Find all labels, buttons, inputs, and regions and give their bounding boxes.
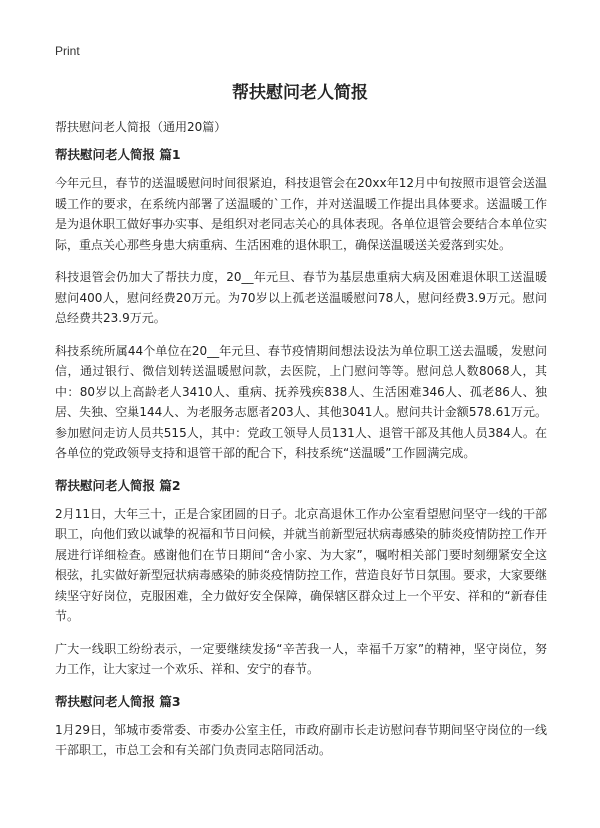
section-heading: 帮扶慰问老人简报 篇3 <box>55 693 181 709</box>
article-body <box>55 117 547 773</box>
paragraph: 科技退管会仍加大了帮扶力度，20__年元旦、春节为基层患重病大病及困难退休职工送温暖慰问400人，慰问经费20万元。为70岁以上孤老送温暖慰问78人，慰问经费3.9万元。慰问总经费共23.9万元。 <box>55 270 547 325</box>
section-2 <box>55 476 547 680</box>
paragraph: 科技系统所属44个单位在20__年元旦、春节疫情期间想法设法为单位职工送去温暖，发慰问信，通过银行、微信划转送温暖慰问款，去医院，上门慰问等等。慰问总人数8068人，其中：80岁以上高龄老人3410人、重病、抚养残疾838人、生活困难346人、孤老86人、独居、失独、空巢144人、为老服务志愿者203人、其他3041人。慰问共计金额578.61万元。参加慰问走访人员共515人，其中：党政工领导人员131人、退管干部及其他人员384人。在各单位的党政领导支持和退管干部的配合下，科技系统“送温暖”工作圆满完成。 <box>55 343 547 460</box>
section-heading: 帮扶慰问老人简报 篇1 <box>55 147 181 162</box>
section-heading: 帮扶慰问老人简报 篇2 <box>55 477 181 493</box>
print-link[interactable]: Print <box>55 44 80 58</box>
page-title: 帮扶慰问老人简报 <box>232 83 368 103</box>
section-3 <box>55 692 547 761</box>
paragraph: 1月29日，邹城市委常委、市委办公室主任，市政府副市长走访慰问春节期间坚守岗位的一线干部职工，市总工会和有关部门负责同志陪同活动。 <box>55 722 547 757</box>
article-subtitle: 帮扶慰问老人简报（通用20篇） <box>55 120 227 134</box>
paragraph: 广大一线职工纷纷表示，一定要继续发扬“辛苦我一人，幸福千万家”的精神，坚守岗位，努力工作，让大家过一个欢乐、祥和、安宁的春节。 <box>55 641 547 676</box>
paragraph: 2月11日，大年三十，正是合家团圆的日子。北京高退休工作办公室看望慰问坚守一线的干部职工，向他们致以诚挚的祝福和节日问候，并就当前新型冠状病毒感染的肺炎疫情防控工作开展进行详细检查。感谢他们在节日期间“舍小家、为大家”，嘱咐相关部门要时刻绷紧安全这根弦，扎实做好新型冠状病毒感染的肺炎疫情防控工作，营造良好节日氛围。要求，大家要继续坚守好岗位，克服困难，全力做好安全保障，确保辖区群众过上一个平安、祥和的“新春佳节。 <box>55 506 548 623</box>
section-1 <box>55 145 547 464</box>
paragraph: 今年元旦，春节的送温暖慰问时间很紧迫，科技退管会在20xx年12月中旬按照市退管会送温暖工作的要求，在系统内部署了送温暖的`工作，并对送温暖工作提出具体要求。送温暖工作是为退休职工做好事办实事、是组织对老同志关心的具体表现。各单位退管会要结合本单位实际，重点关心那些身患大病重病、生活困难的退休职工，确保送温暖送关爱落到实处。 <box>55 176 548 252</box>
